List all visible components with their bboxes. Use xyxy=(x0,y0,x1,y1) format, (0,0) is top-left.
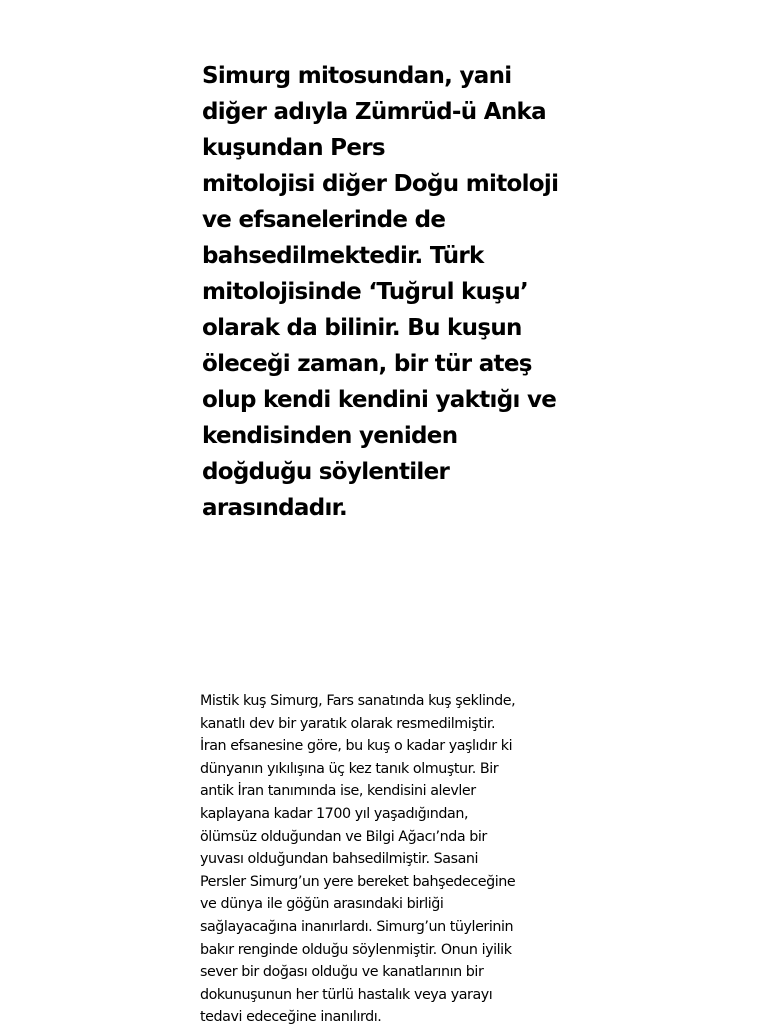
body-line: kaplayana kadar 1700 yıl yaşadığından, xyxy=(200,805,469,822)
heading-line: olarak da bilinir. Bu kuşun xyxy=(202,315,522,341)
body-line: ölümsüz olduğundan ve Bilgi Ağacı’nda bir xyxy=(200,828,487,845)
heading-line: olup kendi kendini yaktığı ve xyxy=(202,387,557,413)
body-paragraph xyxy=(200,690,572,1024)
heading-line: bahsedilmektedir. Türk xyxy=(202,243,484,269)
body-line: İran efsanesine göre, bu kuş o kadar yaşlıdır ki xyxy=(200,738,513,755)
body-line: kanatlı dev bir yaratık olarak resmedilmiştir. xyxy=(200,715,496,732)
body-line: antik İran tanımında ise, kendisini alevler xyxy=(200,783,476,800)
body-line: yuvası olduğundan bahsedilmiştir. Sasani xyxy=(200,851,479,868)
heading-line: kuşundan Pers xyxy=(202,135,385,161)
heading-line: ve efsanelerinde de xyxy=(202,207,446,233)
heading-paragraph xyxy=(202,58,582,526)
body-line: dokunuşunun her türlü hastalık veya yarayı xyxy=(200,986,493,1003)
heading-line: öleceği zaman, bir tür ateş xyxy=(202,351,532,377)
heading-line: mitolojisinde ‘Tuğrul kuşu’ xyxy=(202,279,529,305)
heading-line: kendisinden yeniden xyxy=(202,423,458,449)
body-line: Mistik kuş Simurg, Fars sanatında kuş şeklinde, xyxy=(200,693,516,709)
body-line: bakır renginde olduğu söylenmiştir. Onun iyilik xyxy=(200,941,512,958)
body-line: tedavi edeceğine inanılırdı. xyxy=(200,1009,382,1024)
heading-line: Simurg mitosundan, yani xyxy=(202,63,512,89)
heading-line: diğer adıyla Zümrüd-ü Anka xyxy=(202,99,546,125)
body-line: sağlayacağına inanırlardı. Simurg’un tüylerinin xyxy=(200,918,514,935)
body-line: Persler Simurg’un yere bereket bahşedeceğine xyxy=(200,873,516,890)
heading-line: doğduğu söylentiler xyxy=(202,459,450,485)
heading-line: mitolojisi diğer Doğu mitoloji xyxy=(202,171,559,197)
body-line: sever bir doğası olduğu ve kanatlarının bir xyxy=(200,964,484,981)
heading-line: arasındadır. xyxy=(202,495,348,521)
body-line: ve dünya ile göğün arasındaki birliği xyxy=(200,896,444,913)
body-line: dünyanın yıkılışına üç kez tanık olmuştur. Bir xyxy=(200,760,499,777)
